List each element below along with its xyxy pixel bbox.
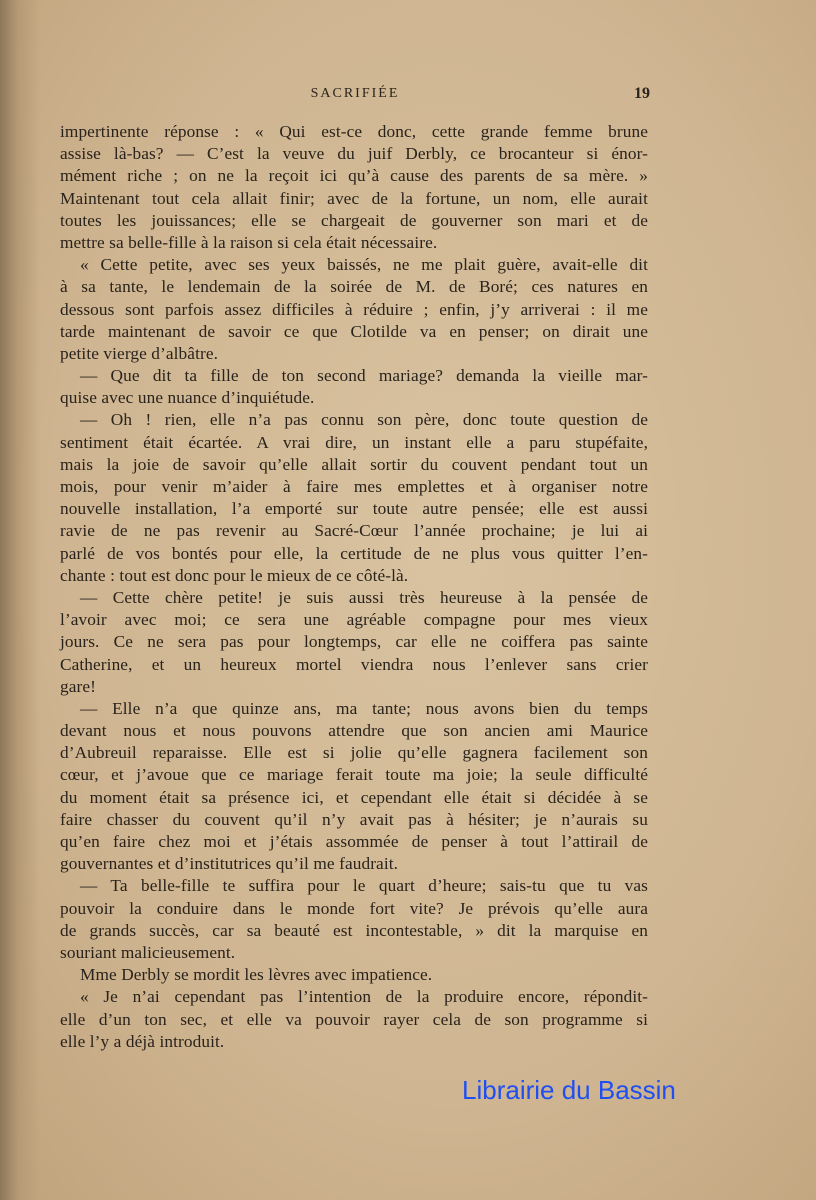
paragraph bbox=[60, 698, 648, 876]
paragraph bbox=[60, 254, 648, 365]
text-line: — Que dit ta fille de ton second mariage? demanda la vieille mar- bbox=[80, 366, 648, 386]
text-line: qu’en faire chez moi et j’étais assommée de penser à tout l’attirail de bbox=[60, 832, 648, 851]
text-line: souriant malicieusement. bbox=[60, 942, 236, 962]
text-line: jours. Ce ne sera pas pour longtemps, car elle ne coiffera pas sainte bbox=[60, 632, 648, 652]
paragraph bbox=[60, 409, 648, 587]
text-line: Catherine, et un heureux mortel viendra nous l’enlever sans crier bbox=[60, 654, 648, 674]
text-line: assise là-bas? — C’est la veuve du juif Derbly, ce brocanteur si énor- bbox=[60, 144, 648, 164]
text-line: Maintenant tout cela allait finir; avec de la fortune, un nom, elle aurait bbox=[60, 188, 648, 208]
text-line: elle d’un ton sec, et elle va pouvoir rayer cela de son programme si bbox=[60, 1009, 648, 1029]
text-line: « Cette petite, avec ses yeux baissés, ne me plait guère, avait-elle dit bbox=[80, 255, 648, 275]
text-line: Mme Derbly se mordit les lèvres avec impatience. bbox=[80, 965, 433, 985]
text-line: — Oh ! rien, elle n’a pas connu son père, donc toute question de bbox=[80, 410, 648, 430]
page-number: 19 bbox=[634, 85, 650, 102]
text-line: du moment était sa présence ici, et cependant elle était si décidée à se bbox=[60, 787, 648, 807]
running-title: SACRIFIÉE bbox=[310, 86, 400, 101]
text-line: chante : tout est donc pour le mieux de ce côté-là. bbox=[60, 565, 409, 585]
page-body bbox=[60, 121, 648, 1053]
text-line: tarde maintenant de savoir ce que Clotilde va en penser; on dirait une bbox=[60, 321, 648, 341]
text-line: « Je n’ai cependant pas l’intention de la produire encore, répondit- bbox=[80, 987, 648, 1007]
text-line: gare! bbox=[60, 676, 96, 696]
text-line: petite vierge d’albâtre. bbox=[60, 343, 219, 363]
text-line: — Ta belle-fille te suffira pour le quart d’heure; sais-tu que tu vas bbox=[80, 876, 648, 896]
paragraph bbox=[60, 365, 648, 409]
book-spine-shadow bbox=[0, 0, 40, 1200]
page-header bbox=[60, 86, 650, 106]
text-line: l’avoir avec moi; ce sera une agréable compagne pour mes vieux bbox=[60, 610, 648, 630]
text-line: ravie de ne pas revenir au Sacré-Cœur l’année prochaine; je lui ai bbox=[60, 521, 648, 541]
text-line: sentiment était écartée. A vrai dire, un instant elle a paru stupéfaite, bbox=[60, 432, 648, 452]
paragraph bbox=[60, 587, 648, 698]
text-line: mois, pour venir m’aider à faire mes emplettes et à organiser notre bbox=[60, 477, 648, 496]
text-line: mettre sa belle-fille à la raison si cela était nécessaire. bbox=[60, 232, 438, 252]
text-line: impertinente réponse : « Qui est-ce donc, cette grande femme brune bbox=[60, 122, 648, 141]
text-line: elle l’y a déjà introduit. bbox=[60, 1031, 225, 1051]
text-line: à sa tante, le lendemain de la soirée de M. de Boré; ces natures en bbox=[60, 277, 648, 297]
text-line: mais la joie de savoir qu’elle allait sortir du couvent pendant tout un bbox=[60, 454, 648, 474]
text-line: mément riche ; on ne la reçoit ici qu’à cause des parents de sa mère. » bbox=[60, 166, 648, 186]
text-line: devant nous et nous pouvons attendre que son ancien ami Maurice bbox=[60, 721, 648, 741]
text-line: faire chasser du couvent qu’il n’y avait pas à hésiter; je n’aurais su bbox=[60, 809, 648, 829]
paragraph bbox=[60, 875, 648, 964]
text-line: de grands succès, car sa beauté est incontestable, » dit la marquise en bbox=[60, 920, 648, 940]
text-line: cœur, et j’avoue que ce mariage ferait toute ma joie; la seule difficulté bbox=[60, 765, 648, 785]
text-line: — Cette chère petite! je suis aussi très heureuse à la pensée de bbox=[80, 587, 648, 607]
text-line: — Elle n’a que quinze ans, ma tante; nous avons bien du temps bbox=[80, 698, 648, 718]
text-line: quise avec une nuance d’inquiétude. bbox=[60, 388, 315, 408]
text-line: dessous sont parfois assez difficiles à réduire ; enfin, j’y arriverai : il me bbox=[60, 299, 648, 319]
paragraph bbox=[60, 121, 648, 254]
text-line: toutes les jouissances; elle se chargeait de gouverner son mari et de bbox=[60, 210, 648, 230]
text-line: parlé de vos bontés pour elle, la certitude de ne plus vous quitter l’en- bbox=[60, 543, 648, 563]
watermark: Librairie du Bassin bbox=[462, 1075, 676, 1105]
paragraph bbox=[60, 964, 648, 986]
text-line: nouvelle installation, l’a emporté sur toute autre pensée; elle est aussi bbox=[60, 499, 648, 519]
paragraph bbox=[60, 986, 648, 1053]
text-line: gouvernantes et d’institutrices qu’il me faudrait. bbox=[60, 854, 399, 874]
text-line: d’Aubreuil reparaisse. Elle est si jolie qu’elle gagnera facilement son bbox=[60, 743, 648, 763]
text-line: pouvoir la conduire dans le monde fort vite? Je prévois qu’elle aura bbox=[60, 898, 648, 918]
